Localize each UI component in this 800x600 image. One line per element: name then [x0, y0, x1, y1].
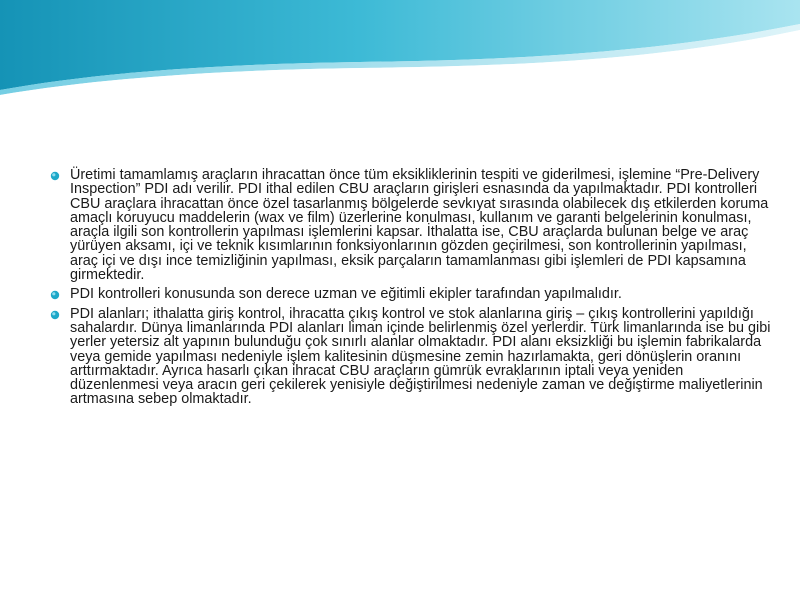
bullet-disc-icon: [50, 310, 60, 320]
bullet-item: [50, 287, 774, 301]
bullet-item: [50, 168, 774, 282]
bullet-list: [50, 168, 774, 407]
bullet-text: PDI kontrolleri konusunda son derece uzman ve eğitimli ekipler tarafından yapılmalıdır.: [70, 286, 622, 303]
bullet-item: [50, 307, 774, 407]
bullet-text: PDI alanları; ithalatta giriş kontrol, ihracatta çıkış kontrol ve stok alanlarına giriş – çıkış kontrollerini yapıldığı sahalardır. Dünya limanlarında PDI alanları liman içinde belirlenmiş özel yerlerdir. Türk limanlarında ise bu gibi yerler yetersiz alt yapının bulunduğu çok sınırlı alanlar olmaktadır. PDI alanı eksizkliği bu işlemin fabrikalarda veya gemide yapılması nedeniyle işlem kalitesinin düşmesine zemin hazırlamakta, geri dönüşlerin oranını arttırmaktadır. Ayrıca hasarlı çıkan ihracat CBU araçların gümrük evraklarının iptali veya yeniden düzenlenmesi veya aracın geri çekilerek yenisiyle değiştirilmesi nedeniyle zaman ve değiştirme maliyetlerinin artmasına sebep olmaktadır.: [70, 305, 771, 408]
slide-content: [50, 168, 774, 412]
bullet-disc-icon: [50, 171, 60, 181]
bullet-disc-icon: [50, 290, 60, 300]
header-wave-decoration: [0, 0, 800, 100]
bullet-text: Üretimi tamamlamış araçların ihracattan önce tüm eksikliklerinin tespiti ve giderilmesi, işlemine “Pre-Delivery Inspection” PDI adı verilir. PDI ithal edilen CBU araçların girişleri esnasında da yapılmaktadır. PDI kontrolleri CBU araçlara ihracattan önce özel tasarlanmış bölgelerde sevkıyat sırasında olabilecek dış etkilerden koruma amaçlı koruyucu maddelerin (wax ve film) üzerlerine konulması, kullanım ve garanti belgelerinin konulması, araçla ilgili son kontrollerin yapılması işlemlerini kapsar. İthalatta ise, CBU araçlarda bulunan belge ve araç yürüyen aksamı, içi ve teknik kısımlarının fonksiyonlarının gözden geçirilmesi, son kontrollerinin yapılması, araç içi ve dışı ince temizliğinin yapılması, eksik parçaların tamamlanması gibi işlemleri de PDI kapsamına girmektedir.: [70, 167, 769, 284]
